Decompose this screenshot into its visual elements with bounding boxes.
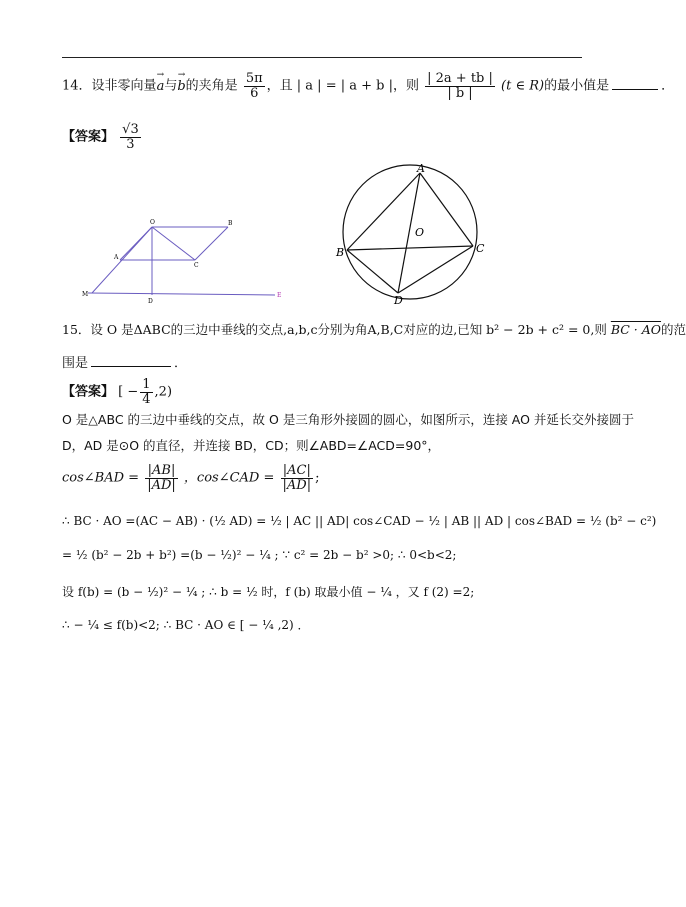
answer-blank — [612, 77, 658, 90]
solution-line-2: D，AD 是⊙O 的直径，并连接 BD，CD；则∠ABD=∠ACD=90°， — [62, 438, 441, 453]
q14-text-d: ，且 | a | = | a + b |，则 — [266, 78, 419, 94]
fig1-label-e: E — [277, 292, 282, 299]
line-oc — [152, 227, 195, 260]
solution-line-7: ∴ − ¼ ≤ f(b)<2; ∴ BC · AO ∈ [ − ¼ ,2) ． — [62, 618, 310, 632]
answer-15-fraction: $\frac{1}{4}$ — [142, 377, 151, 407]
solution-cosines: cos∠BAD = $\frac{|AB|}{|AD|}$ ，cos∠CAD = $\frac{|AC|}{|AD|}$ ; — [62, 463, 320, 493]
q15-answer: 【答案】 [ − $\frac{1}{4}$ ,2) — [62, 377, 173, 407]
solution-line-1: O 是△ABC 的三边中垂线的交点，故 O 是三角形外接圆的圆心，如图所示，连接 AO 并延长交外接圆于 — [62, 412, 634, 427]
answer-label-15: 【答案】 — [62, 384, 115, 400]
fig1-label-a: A — [114, 254, 119, 261]
q15-text-a: 设 O 是ΔABC的三边中垂线的交点,a,b,c分别为角A,B,C对应的边,已知 b² − 2b + c² = 0,则 — [90, 322, 607, 337]
q14-text-c: 的夹角是 — [185, 78, 238, 94]
solution-line-5: = ½ (b² − 2b + b²) =(b − ½)² − ¼ ; ∵ c² = 2b − b² >0; ∴ 0<b<2; — [62, 548, 457, 562]
fig1-label-b: B — [228, 220, 233, 227]
question-14: 14．设非零向量→ a与→ b的夹角是 $\frac{5\pi}{6}$ ，且 | a | = | a + b |，则 $\frac{| 2a + tb |}{| b |}$ (t ∈ R)的最小值是 ． — [62, 72, 674, 100]
fig1-label-c: C — [194, 262, 199, 269]
q14-domain: (t ∈ R) — [501, 78, 545, 94]
line-me — [88, 293, 275, 295]
fig2-label-c: C — [476, 242, 485, 255]
q15-number: 15． — [62, 322, 91, 337]
q14-text-b: 与 — [164, 78, 178, 94]
vector-b: → b — [177, 79, 185, 94]
q14-number: 14． — [62, 78, 92, 94]
chord-cd — [398, 246, 473, 293]
fig2-label-a: A — [417, 162, 425, 175]
q15-dot-expression: BC · AO — [610, 322, 662, 337]
vector-a: → a — [157, 79, 165, 94]
expression-fraction: $\frac{| 2a + tb |}{| b |}$ — [427, 71, 493, 101]
fig2-label-b: B — [336, 246, 345, 259]
side-ab — [347, 173, 420, 250]
side-ac — [420, 173, 473, 246]
answer-fraction: $\frac{√3}{3}$ — [122, 122, 139, 152]
figure-parallelogram — [80, 215, 300, 310]
angle-fraction: $\frac{5\pi}{6}$ — [245, 71, 263, 101]
circumcircle — [343, 165, 477, 299]
answer-blank-15 — [91, 354, 171, 367]
figure-circle — [330, 160, 495, 305]
fig1-label-o: O — [150, 219, 155, 226]
fig2-label-o: O — [415, 226, 425, 239]
frac-ac-ad: $\frac{|AC|}{|AD|}$ — [282, 463, 312, 493]
fig1-label-d: D — [148, 298, 153, 305]
q15-text-c: 围是 — [62, 356, 89, 371]
line-bc — [195, 227, 228, 260]
question-15 — [62, 320, 686, 338]
frac-ab-ad: $\frac{|AB|}{|AD|}$ — [147, 463, 176, 493]
answer-label: 【答案】 — [62, 129, 115, 145]
q14-text-a: 设非零向量 — [91, 78, 157, 94]
question-15-cont: 围是 ． — [62, 356, 188, 371]
header-rule — [62, 57, 582, 58]
q14-text-e: 的最小值是 — [544, 78, 610, 94]
q15-text-b: 的范 — [661, 322, 686, 337]
fig2-label-d: D — [394, 294, 403, 307]
solution-line-4: ∴ BC · AO =(AC − AB) · (½ AD) = ½ | AC || AD| cos∠CAD − ½ | AB || AD | cos∠BAD = ½ (b² − c²) — [62, 514, 657, 528]
fig1-label-m: M — [82, 291, 89, 298]
chord-bd — [347, 250, 398, 293]
side-bc — [347, 246, 473, 250]
solution-line-6: 设 f(b) = (b − ½)² − ¼ ; ∴ b = ½ 时，f (b) 取最小值 − ¼ ，又 f (2) =2; — [62, 585, 475, 599]
q14-answer — [62, 123, 143, 151]
